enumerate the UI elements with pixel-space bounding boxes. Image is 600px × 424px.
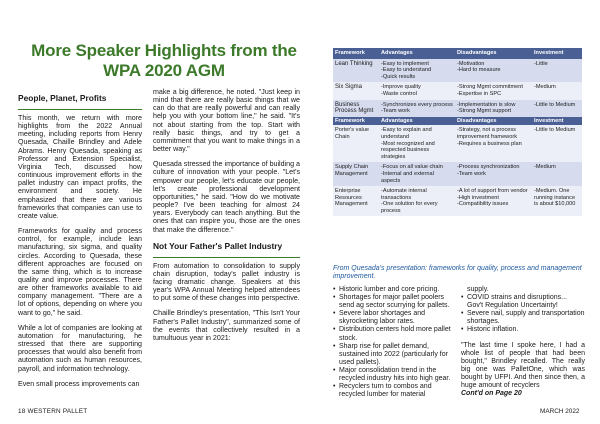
paragraph: From automation to consolidation to supply chain disruption, today's pallet industry is facing dramatic change. Speakers at this year's WPA Annual Meeting helped attendees to put some of these changes into perspective. <box>153 261 300 303</box>
list-item-continuation: supply. <box>467 286 489 293</box>
table-cell: -Easy to implement -Easy to understand -Quick results <box>379 59 455 83</box>
table-row <box>333 59 582 83</box>
table-row <box>333 100 582 117</box>
table-header-row <box>333 117 582 126</box>
table-cell: -Easy to explain and understand -Most recognized and respected business strategies <box>379 125 455 162</box>
paragraph: make a big difference, he noted. "Just keep in mind that there are really basic things that we can do that are really powerful and can really help you with your bottom line," he said. "It's not about starting from the top. Start with really basic things, and try to get a commitment that you want to make things in a better way." <box>153 88 300 154</box>
paragraph: Chaille Brindley's presentation, "This Isn't Your Father's Pallet Industry", summarized some of the events that collectively resulted in a tumultuous year in 2021: <box>153 309 300 342</box>
table-cell: -Little <box>532 59 582 83</box>
table-header-cell: Advantages <box>379 117 455 126</box>
list-item: • Distribution centers hold more pallet stock. <box>333 326 459 342</box>
table-cell: Six Sigma <box>333 82 379 99</box>
table-caption: From Quesada's presentation: frameworks for quality, process and management improvement. <box>333 265 582 281</box>
paragraph: This month, we return with more highlights from the 2022 Annual meeting, including reports from Henry Quesada, Chaille Brindley and Adele Abrams. Henry Quesada, speaking as Professor and Extension Specialist, Virginia Tech, discussed how continuous improvement efforts in the pallet industry can impact profits, the environment and society. He emphasized that there are various frameworks that companies can use to create value. <box>18 114 142 220</box>
paragraph: Even small process improvements can <box>18 379 140 388</box>
table-cell: Business Process Mgmt <box>333 100 379 117</box>
article-column-1 <box>18 93 142 395</box>
table-row <box>333 162 582 186</box>
continued-link[interactable]: Cont'd on Page 20 <box>461 390 522 398</box>
table-row <box>333 82 582 99</box>
table-cell: Lean Thinking <box>333 59 379 83</box>
quote-paragraph: "The last time I spoke here, I had a whole list of people that had been bought," Brindley recalled. The really big one was PalletOne, which was bought by UFPI. And then since then, a huge amount of recyclers <box>461 341 585 390</box>
bullet-list <box>461 294 585 334</box>
table-cell: -Medium <box>532 82 582 99</box>
footer-issue-date: MARCH 2022 <box>540 408 580 415</box>
table-header-cell: Disadvantages <box>455 48 532 59</box>
table-cell: -Process synchronization -Team work <box>455 162 532 186</box>
table-cell: Porter's value Chain <box>333 125 379 162</box>
table-cell: -Focus on all value chain -Internal and external aspects <box>379 162 455 186</box>
headline-line-1: More Speaker Highlights from the <box>31 41 297 60</box>
table-cell: -Automate internal transactions -One solution for every process <box>379 186 455 216</box>
list-item: • Sharp rise for pallet demand, sustained into 2022 (particularly for used pallets). <box>333 343 459 367</box>
table-cell: Supply Chain Management <box>333 162 379 186</box>
list-item: • Shortages for major pallet poolers send ag sector scurrying for pallets. <box>333 294 459 310</box>
table-cell: Enterprise Resources Management <box>333 186 379 216</box>
section-rule <box>18 109 142 110</box>
table-header-cell: Framework <box>333 48 379 59</box>
table-cell: -Strategy, not a process improvement framework -Requires a business plan <box>455 125 532 162</box>
table-header-cell: Disadvantages <box>455 117 532 126</box>
table-cell: -Implementation is slow -Strong Mgmt support <box>455 100 532 117</box>
list-item: • Recyclers turn to combos and recycled lumber for material <box>333 383 459 399</box>
table-header-row <box>333 48 582 59</box>
table-cell: -A lot of support from vendor -High investment -Compatibility issues <box>455 186 532 216</box>
paragraph: Frameworks for quality and process control, for example, include lean manufacturing, six sigma, and quality circles. According to Quesada, these different approaches are focused on the same thing, which is to increase quality and improve processes. There are other frameworks available to aid company management. "There are a lot of options, depending on where you want to go," he said. <box>18 227 142 317</box>
table-cell: -Little to Medium <box>532 100 582 117</box>
table-cell: -Medium <box>532 162 582 186</box>
headline-line-2: WPA 2020 AGM <box>103 61 225 80</box>
table-header-cell: Advantages <box>379 48 455 59</box>
table-header-cell: Framework <box>333 117 379 126</box>
list-item: • COVID strains and disruptions... Gov't Regulation Uncertainty! <box>461 294 585 310</box>
table-cell: -Medium. One running instance is about $10,000 <box>532 186 582 216</box>
table-header-cell: Investment <box>532 48 582 59</box>
section-heading-fathers-pallet-industry: Not Your Father's Pallet Industry <box>153 240 283 251</box>
table-row <box>333 125 582 162</box>
list-item: • Severe nail, supply and transportation shortages. <box>461 310 585 326</box>
section-heading-people-planet-profits: People, Planet, Profits <box>18 93 107 103</box>
article-column-2 <box>153 88 300 349</box>
paragraph: Quesada stressed the importance of building a culture of innovation with your people. "Let's empower our people, let's educate our people, let's create professional development opportunities," he said. "How do we motivate people? I've been teaching for almost 24 years. Everybody can teach anything. But the ones that can inspire you, those are the ones that make the difference." <box>153 160 300 234</box>
bullet-column-left <box>333 286 459 399</box>
bullet-list <box>333 286 459 399</box>
table-row <box>333 186 582 216</box>
page-headline <box>14 41 314 81</box>
frameworks-table <box>333 48 582 216</box>
table-cell: -Improve quality -Waste control <box>379 82 455 99</box>
list-item: • Major consolidation trend in the recycled industry hits into high gear. <box>333 367 459 383</box>
table-cell: -Synchronizes every process -Team work <box>379 100 455 117</box>
list-item: • Severe labor shortages and skyrocketing labor rates. <box>333 310 459 326</box>
section-rule <box>153 257 300 258</box>
table-header-cell: Investment <box>532 117 582 126</box>
bullet-column-right <box>461 286 585 398</box>
paragraph: While a lot of companies are looking at automation for manufacturing, he stressed that there are supporting processes that would also benefit from automation such as human resources, payroll, and information technology. <box>18 323 142 373</box>
list-item: • Historic lumber and core pricing. <box>333 286 459 294</box>
table-cell: -Motivation -Hard to measure <box>455 59 532 83</box>
table-cell: -Strong Mgmt commitment -Expertise in SPC <box>455 82 532 99</box>
table-cell: -Little to Medium <box>532 125 582 162</box>
footer-page-folio: 18 WESTERN PALLET <box>18 408 88 415</box>
list-item: • Historic inflation. <box>461 326 585 334</box>
